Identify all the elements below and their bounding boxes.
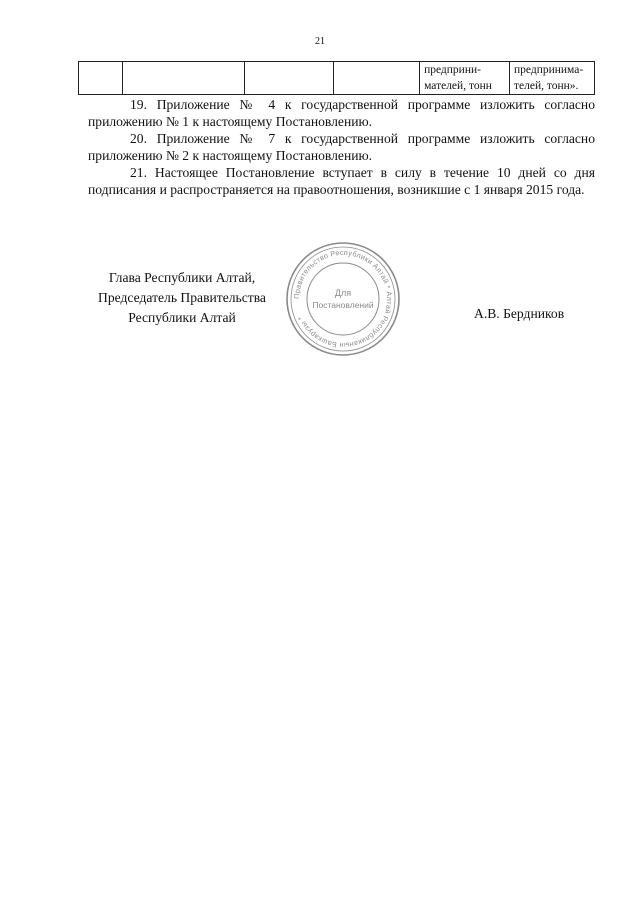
page-number: 21 bbox=[315, 36, 325, 47]
seal-center-text: Для bbox=[334, 288, 352, 298]
table-cell bbox=[122, 62, 244, 95]
table-cell bbox=[79, 62, 123, 95]
signatory-title bbox=[86, 268, 278, 328]
table-row bbox=[79, 62, 595, 95]
table-cell: предприни- мателей, тонн bbox=[420, 62, 510, 95]
continued-table bbox=[78, 61, 595, 95]
signatory-name: А.В. Бердников bbox=[474, 306, 565, 321]
table-cell: предпринима- телей, тонн». bbox=[509, 62, 594, 95]
seal-outer-ring bbox=[287, 243, 399, 355]
document-body bbox=[88, 96, 595, 198]
seal-outer-text: Правительство Республики Алтай * Алтай Республиканын Башкарузы * bbox=[291, 247, 395, 351]
table-cell bbox=[244, 62, 334, 95]
paragraph-21: 21. Настоящее Постановление вступает в силу в течение 10 дней со дня подписания и распространяется на правоотношения, возникшие с 1 января 2015 года. bbox=[88, 165, 595, 197]
signatory-title-line: Председатель Правительства bbox=[98, 290, 266, 305]
seal-center-text: Постановлений bbox=[312, 300, 374, 310]
paragraph-20: 20. Приложение № 7 к государственной программе изложить согласно приложению № 2 к настоящему Постановлению. bbox=[88, 131, 595, 163]
signatory-title-line: Республики Алтай bbox=[128, 310, 236, 325]
paragraph-19: 19. Приложение № 4 к государственной программе изложить согласно приложению № 1 к настоящему Постановлению. bbox=[88, 97, 595, 129]
table-cell bbox=[334, 62, 420, 95]
official-seal bbox=[285, 241, 401, 357]
seal-inner-ring bbox=[307, 263, 379, 335]
signatory-title-line: Глава Республики Алтай, bbox=[108, 270, 256, 285]
